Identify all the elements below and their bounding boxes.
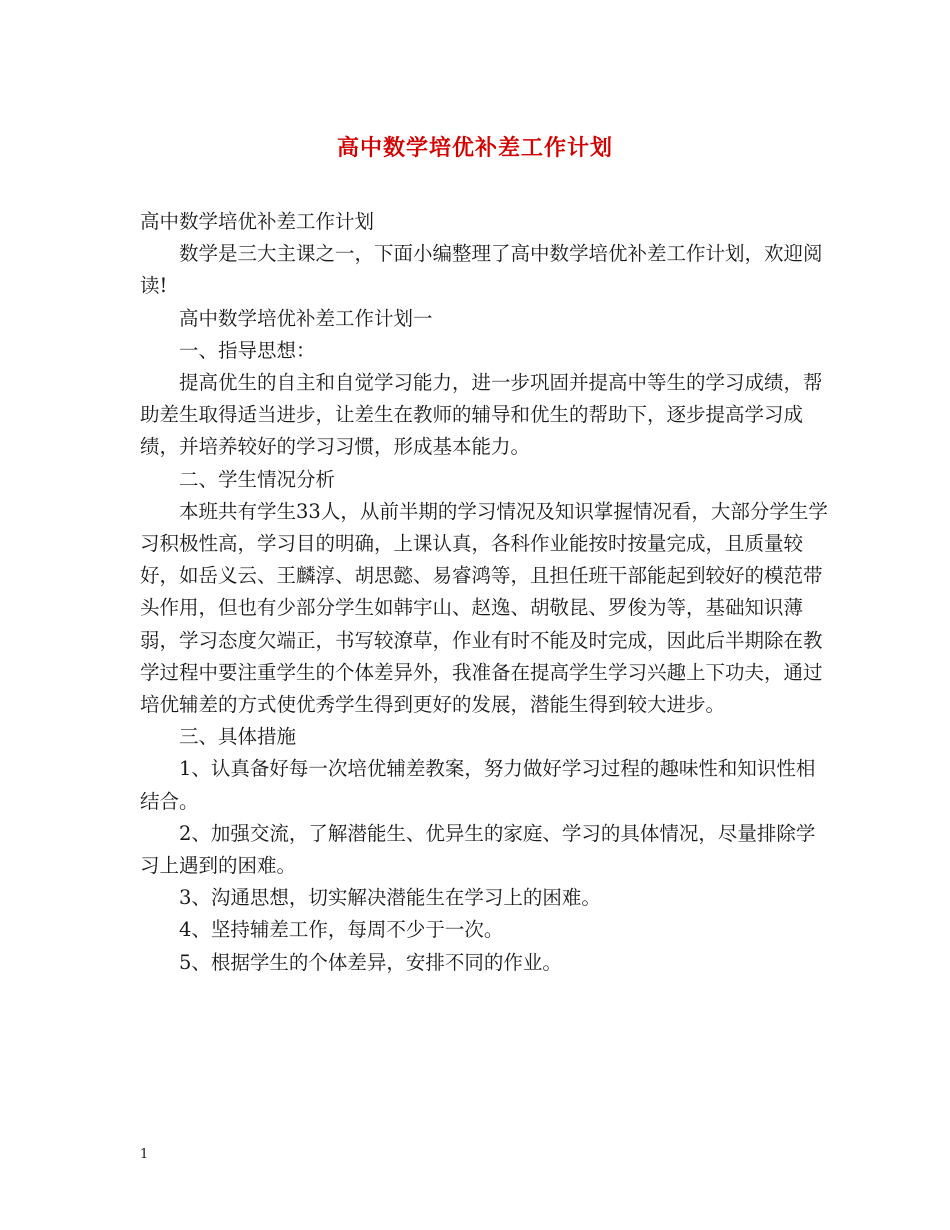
page-number: 1 [140,1147,149,1162]
document-title: 高中数学培优补差工作计划 [336,135,613,161]
section-heading-measures: 三、具体措施 [179,725,297,749]
paragraph-guiding-thought: 提高优生的自主和自觉学习能力，进一步巩固并提高中等生的学习成绩，帮助差生取得适当进步，让差生在教师的辅导和优生的帮助下，逐步提高学习成绩，并培养较好的学习习惯，形成基本能力。 [140,371,823,459]
paragraph-plan-one-heading: 高中数学培优补差工作计划一 [179,306,433,330]
paragraph-student-analysis: 本班共有学生33人，从前半期的学习情况及知识掌握情况看，大部分学生学习积极性高，学习目的明确，上课认真，各科作业能按时按量完成，且质量较好，如岳义云、王麟淳、胡思懿、易睿鸿等，且担任班干部能起到较好的模范带头作用，但也有少部分学生如韩宇山、赵逸、胡敬昆、罗俊为等，基础知识薄弱，学习态度欠端正，书写较潦草，作业有时不能及时完成，因此后半期除在教学过程中要注重学生的个体差异外，我准备在提高学生学习兴趣上下功夫，通过培优辅差的方式使优秀学生得到更好的发展，潜能生得到较大进步。 [140,499,828,717]
measure-item: 3、沟通思想，切实解决潜能生在学习上的困难。 [179,886,601,910]
paragraph-heading: 高中数学培优补差工作计划 [140,210,375,233]
section-heading-student-analysis: 二、学生情况分析 [179,467,336,491]
measure-item: 5、根据学生的个体差异，安排不同的作业。 [179,950,562,974]
measure-item: 4、坚持辅差工作，每周不少于一次。 [179,918,504,942]
section-heading-guiding-thought: 一、指导思想： [179,338,316,362]
measure-item: 2、加强交流，了解潜能生、优异生的家庭、学习的具体情况，尽量排除学习上遇到的困难。 [140,821,816,878]
measure-item: 1、认真备好每一次培优辅差教案，努力做好学习过程的趣味性和知识性相结合。 [140,757,816,813]
paragraph-intro: 数学是三大主课之一，下面小编整理了高中数学培优补差工作计划，欢迎阅读! [140,242,823,298]
document-body [140,206,830,979]
